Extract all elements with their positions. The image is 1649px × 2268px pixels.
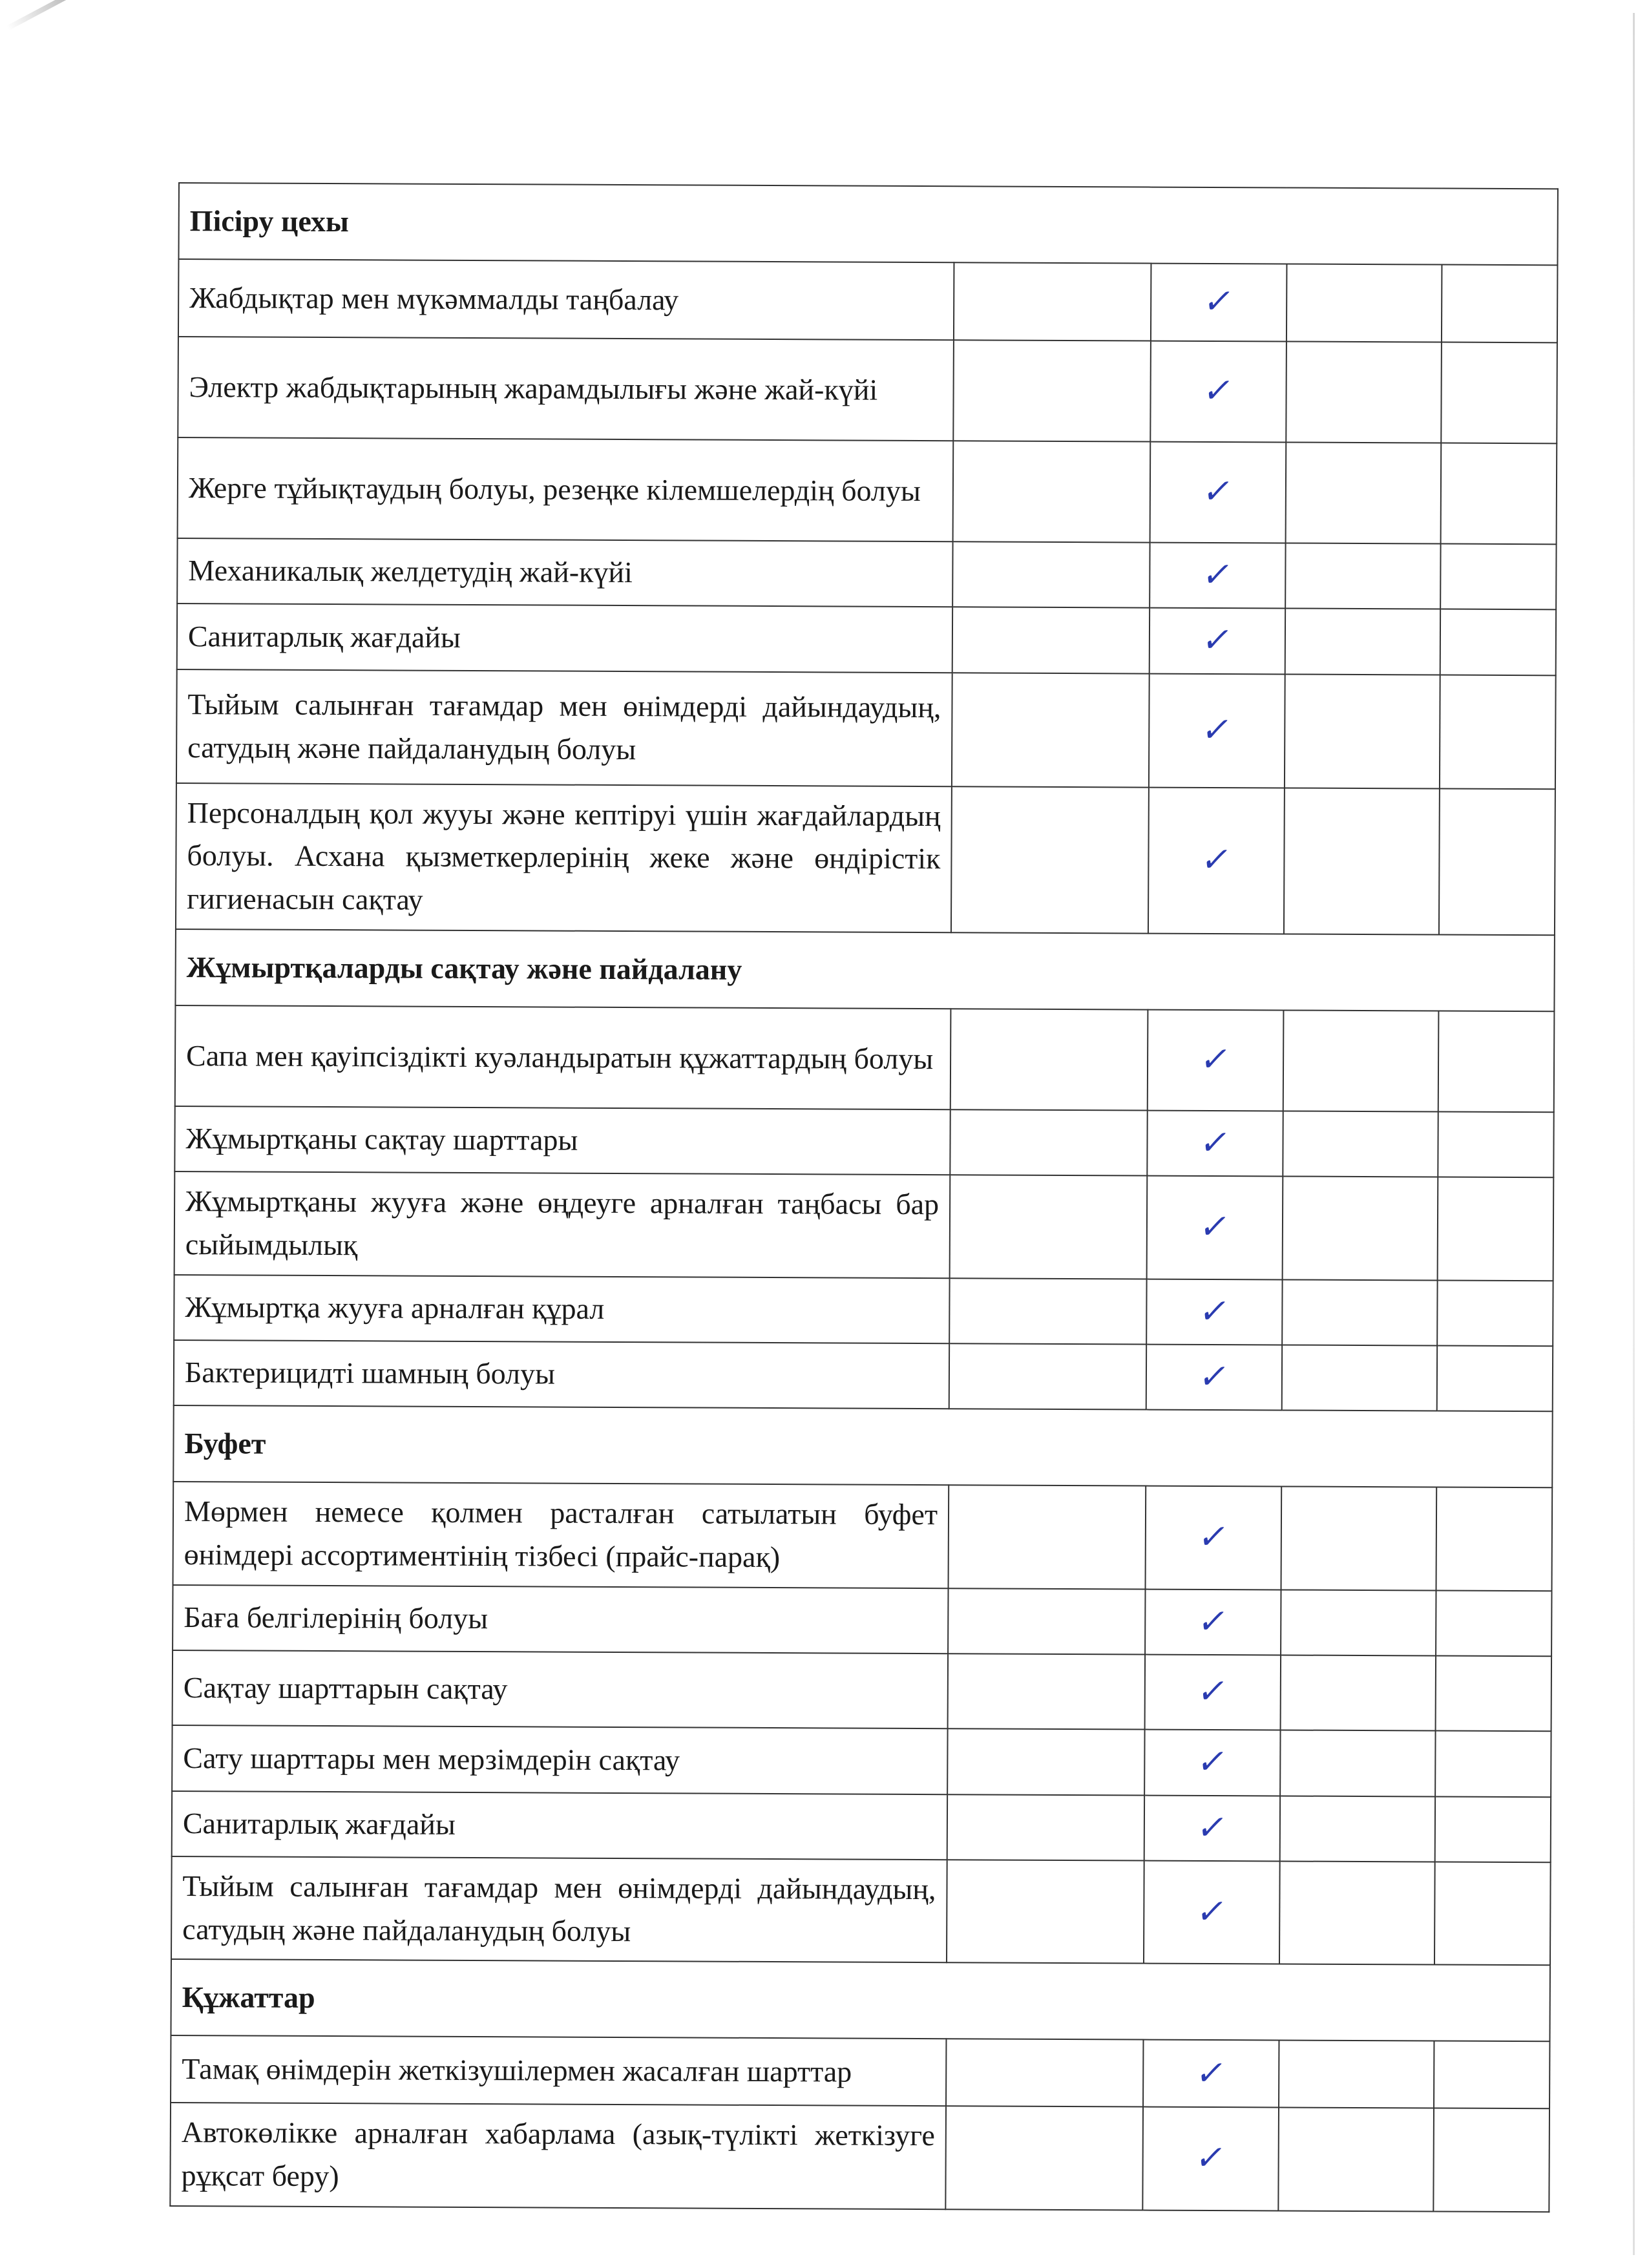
result-cell-empty xyxy=(947,1794,1144,1861)
result-cell-checked xyxy=(1145,1589,1281,1655)
handwritten-checkmark-icon: ✓ xyxy=(1199,472,1237,512)
result-cell-empty xyxy=(946,2039,1143,2107)
result-cell-empty xyxy=(948,1654,1146,1729)
checklist-row xyxy=(171,1856,1551,1966)
result-cell-empty xyxy=(947,1728,1144,1795)
checklist-item-text: Электр жабдықтарының жарамдылығы және жай-күйі xyxy=(178,337,954,441)
result-cell-checked xyxy=(1150,543,1285,609)
result-cell-empty xyxy=(1279,1861,1435,1964)
checklist-row xyxy=(178,259,1558,342)
result-cell-empty xyxy=(947,1860,1144,1964)
handwritten-checkmark-icon: ✓ xyxy=(1194,1743,1231,1782)
checklist-row xyxy=(177,538,1556,610)
result-cell-empty xyxy=(1284,788,1440,934)
result-cell-checked xyxy=(1143,2040,1279,2108)
handwritten-checkmark-icon: ✓ xyxy=(1199,621,1236,660)
result-cell-empty xyxy=(1285,674,1440,788)
result-cell-empty xyxy=(948,1588,1145,1655)
checklist-item-text: Тыйым салынған тағамдар мен өнімдерді дайындаудың, сатудың және пайдаланудың болуы xyxy=(176,669,952,786)
section-title: Пісіру цехы xyxy=(178,183,1557,265)
checklist-row xyxy=(172,1725,1551,1797)
result-cell-empty xyxy=(951,786,1149,933)
result-cell-empty xyxy=(1283,1010,1439,1111)
handwritten-checkmark-icon: ✓ xyxy=(1193,1808,1231,1847)
handwritten-checkmark-icon: ✓ xyxy=(1196,1292,1233,1331)
checklist-item-text: Санитарлық жағдайы xyxy=(172,1791,947,1860)
result-cell-empty xyxy=(1279,2041,1434,2108)
checklist-item-text: Автокөлікке арналған хабарлама (азық-түлікті жеткізуге рұқсат беру) xyxy=(170,2103,946,2209)
handwritten-checkmark-icon: ✓ xyxy=(1199,555,1236,595)
checklist-item-text: Тыйым салынған тағамдар мен өнімдерді дайындаудың, сатудың және пайдаланудың болуы xyxy=(171,1856,947,1963)
checklist-row xyxy=(172,1791,1551,1863)
section-title: Құжаттар xyxy=(171,1959,1549,2041)
note-cell-empty xyxy=(1441,443,1557,545)
result-cell-empty xyxy=(1281,1655,1436,1731)
checklist-row xyxy=(171,2035,1549,2108)
note-cell-empty xyxy=(1437,1280,1553,1346)
note-cell-empty xyxy=(1433,2108,1549,2212)
result-cell-empty xyxy=(1283,1177,1438,1280)
note-cell-empty xyxy=(1438,1177,1554,1281)
note-cell-empty xyxy=(1436,1656,1552,1732)
result-cell-empty xyxy=(952,673,1150,787)
handwritten-checkmark-icon: ✓ xyxy=(1198,841,1235,880)
inspection-checklist-table xyxy=(169,182,1559,2212)
result-cell-empty xyxy=(953,441,1151,542)
result-cell-empty xyxy=(949,1486,1146,1590)
note-cell-empty xyxy=(1436,1590,1551,1656)
result-cell-empty xyxy=(1285,609,1440,675)
result-cell-checked xyxy=(1150,608,1285,674)
checklist-item-text: Сапа мен қауіпсіздікті куәландыратын құжаттардың болуы xyxy=(175,1005,951,1109)
handwritten-checkmark-icon: ✓ xyxy=(1200,372,1237,411)
handwritten-checkmark-icon: ✓ xyxy=(1195,1602,1232,1641)
result-cell-empty xyxy=(949,1343,1146,1410)
result-cell-empty xyxy=(1282,1345,1437,1411)
checklist-row xyxy=(174,1340,1553,1412)
result-cell-checked xyxy=(1150,341,1287,443)
result-cell-checked xyxy=(1146,1279,1282,1345)
result-cell-empty xyxy=(950,1109,1147,1176)
checklist-row xyxy=(177,604,1556,675)
result-cell-checked xyxy=(1148,1009,1284,1111)
note-cell-empty xyxy=(1440,544,1556,610)
result-cell-empty xyxy=(1281,1590,1436,1655)
result-cell-empty xyxy=(954,262,1151,341)
result-cell-checked xyxy=(1147,1110,1283,1176)
note-cell-empty xyxy=(1442,265,1558,343)
section-header-row xyxy=(178,183,1557,265)
note-cell-empty xyxy=(1437,1346,1553,1412)
result-cell-checked xyxy=(1144,1730,1280,1796)
result-cell-empty xyxy=(1278,2108,1434,2211)
checklist-row xyxy=(173,1650,1551,1731)
handwritten-checkmark-icon: ✓ xyxy=(1199,711,1235,750)
checklist-row xyxy=(173,1585,1551,1657)
checklist-item-text: Тамақ өнімдерін жеткізушілермен жасалған шарттар xyxy=(171,2035,946,2106)
checklist-item-text: Баға белгілерінің болуы xyxy=(173,1585,948,1654)
section-title: Буфет xyxy=(173,1405,1552,1487)
checklist-row xyxy=(178,437,1557,544)
section-header-row xyxy=(171,1959,1549,2041)
checklist-body xyxy=(170,183,1558,2212)
checklist-row xyxy=(176,669,1556,789)
result-cell-checked xyxy=(1147,1176,1283,1279)
checklist-sheet xyxy=(169,182,1557,2212)
note-cell-empty xyxy=(1434,2041,1549,2109)
result-cell-checked xyxy=(1150,442,1287,543)
checklist-row xyxy=(176,783,1555,935)
note-cell-empty xyxy=(1440,609,1556,675)
handwritten-checkmark-icon: ✓ xyxy=(1193,1892,1230,1931)
handwritten-checkmark-icon: ✓ xyxy=(1197,1040,1234,1080)
scan-artifact-edge xyxy=(1633,13,1635,2255)
handwritten-checkmark-icon: ✓ xyxy=(1197,1123,1234,1162)
checklist-row xyxy=(174,1275,1553,1347)
checklist-row xyxy=(173,1482,1553,1591)
result-cell-empty xyxy=(1286,442,1442,543)
checklist-row xyxy=(174,1171,1554,1281)
handwritten-checkmark-icon: ✓ xyxy=(1201,282,1237,322)
result-cell-empty xyxy=(949,1278,1146,1345)
checklist-item-text: Механикалық желдетудің жай-күйі xyxy=(177,538,952,607)
result-cell-empty xyxy=(1281,1487,1437,1590)
result-cell-checked xyxy=(1151,264,1287,342)
handwritten-checkmark-icon: ✓ xyxy=(1195,1357,1233,1397)
checklist-item-text: Жұмыртқаны жууға және өңдеуге арналған таңбасы бар сыйымдылық xyxy=(174,1171,951,1278)
result-cell-empty xyxy=(1280,1730,1435,1796)
checklist-item-text: Жабдықтар мен мүкәммалды таңбалау xyxy=(178,259,954,340)
checklist-item-text: Бактерицидті шамның болуы xyxy=(174,1340,949,1409)
result-cell-checked xyxy=(1149,673,1285,788)
note-cell-empty xyxy=(1439,788,1555,935)
result-cell-checked xyxy=(1144,1795,1280,1861)
note-cell-empty xyxy=(1436,1487,1553,1591)
note-cell-empty xyxy=(1435,1796,1551,1862)
checklist-item-text: Жұмыртқа жууға арналған құрал xyxy=(174,1275,949,1344)
result-cell-checked xyxy=(1146,1486,1282,1590)
note-cell-empty xyxy=(1441,342,1557,444)
note-cell-empty xyxy=(1440,675,1556,789)
result-cell-empty xyxy=(945,2106,1143,2210)
section-title: Жұмыртқаларды сақтау және пайдалану xyxy=(175,929,1554,1011)
checklist-row xyxy=(178,337,1557,443)
result-cell-empty xyxy=(1280,1796,1435,1862)
result-cell-checked xyxy=(1145,1655,1281,1730)
checklist-item-text: Жұмыртқаны сақтау шарттары xyxy=(174,1106,950,1175)
handwritten-checkmark-icon: ✓ xyxy=(1195,1518,1232,1557)
handwritten-checkmark-icon: ✓ xyxy=(1194,1672,1232,1712)
result-cell-empty xyxy=(1282,1279,1437,1345)
result-cell-checked xyxy=(1144,1860,1280,1964)
note-cell-empty xyxy=(1434,1862,1551,1965)
checklist-item-text: Мөрмен немесе қолмен расталған сатылатын буфет өнімдері ассортиментінің тізбесі (прайс-парақ) xyxy=(173,1482,949,1588)
result-cell-empty xyxy=(1287,264,1442,342)
result-cell-checked xyxy=(1148,787,1285,934)
handwritten-checkmark-icon: ✓ xyxy=(1196,1208,1234,1247)
note-cell-empty xyxy=(1435,1731,1551,1797)
result-cell-empty xyxy=(952,607,1150,674)
result-cell-empty xyxy=(1283,1111,1438,1177)
checklist-item-text: Сақтау шарттарын сақтау xyxy=(173,1650,948,1728)
checklist-row xyxy=(170,2103,1549,2212)
checklist-item-text: Жерге тұйықтаудың болуы, резеңке кілемшелердің болуы xyxy=(178,437,954,541)
result-cell-empty xyxy=(952,541,1150,608)
section-header-row xyxy=(173,1405,1552,1487)
result-cell-checked xyxy=(1142,2107,1279,2210)
checklist-row xyxy=(175,1005,1555,1112)
result-cell-empty xyxy=(953,340,1151,441)
note-cell-empty xyxy=(1438,1111,1553,1177)
checklist-row xyxy=(174,1106,1553,1178)
checklist-item-text: Сату шарттары мен мерзімдерін сақтау xyxy=(172,1725,947,1794)
section-header-row xyxy=(175,929,1554,1011)
checklist-item-text: Персоналдың қол жууы және кептіруі үшін жағдайлардың болуы. Асхана қызметкерлерінің жеке және өндірістік гигиенасын сақтау xyxy=(176,783,952,932)
result-cell-empty xyxy=(951,1009,1148,1110)
result-cell-empty xyxy=(950,1175,1148,1279)
result-cell-empty xyxy=(1285,543,1440,609)
scan-artifact-corner xyxy=(6,0,140,30)
result-cell-checked xyxy=(1146,1345,1282,1411)
handwritten-checkmark-icon: ✓ xyxy=(1193,2053,1230,2093)
note-cell-empty xyxy=(1438,1011,1555,1112)
handwritten-checkmark-icon: ✓ xyxy=(1192,2139,1230,2178)
result-cell-empty xyxy=(1286,341,1442,443)
checklist-item-text: Санитарлық жағдайы xyxy=(177,604,952,673)
